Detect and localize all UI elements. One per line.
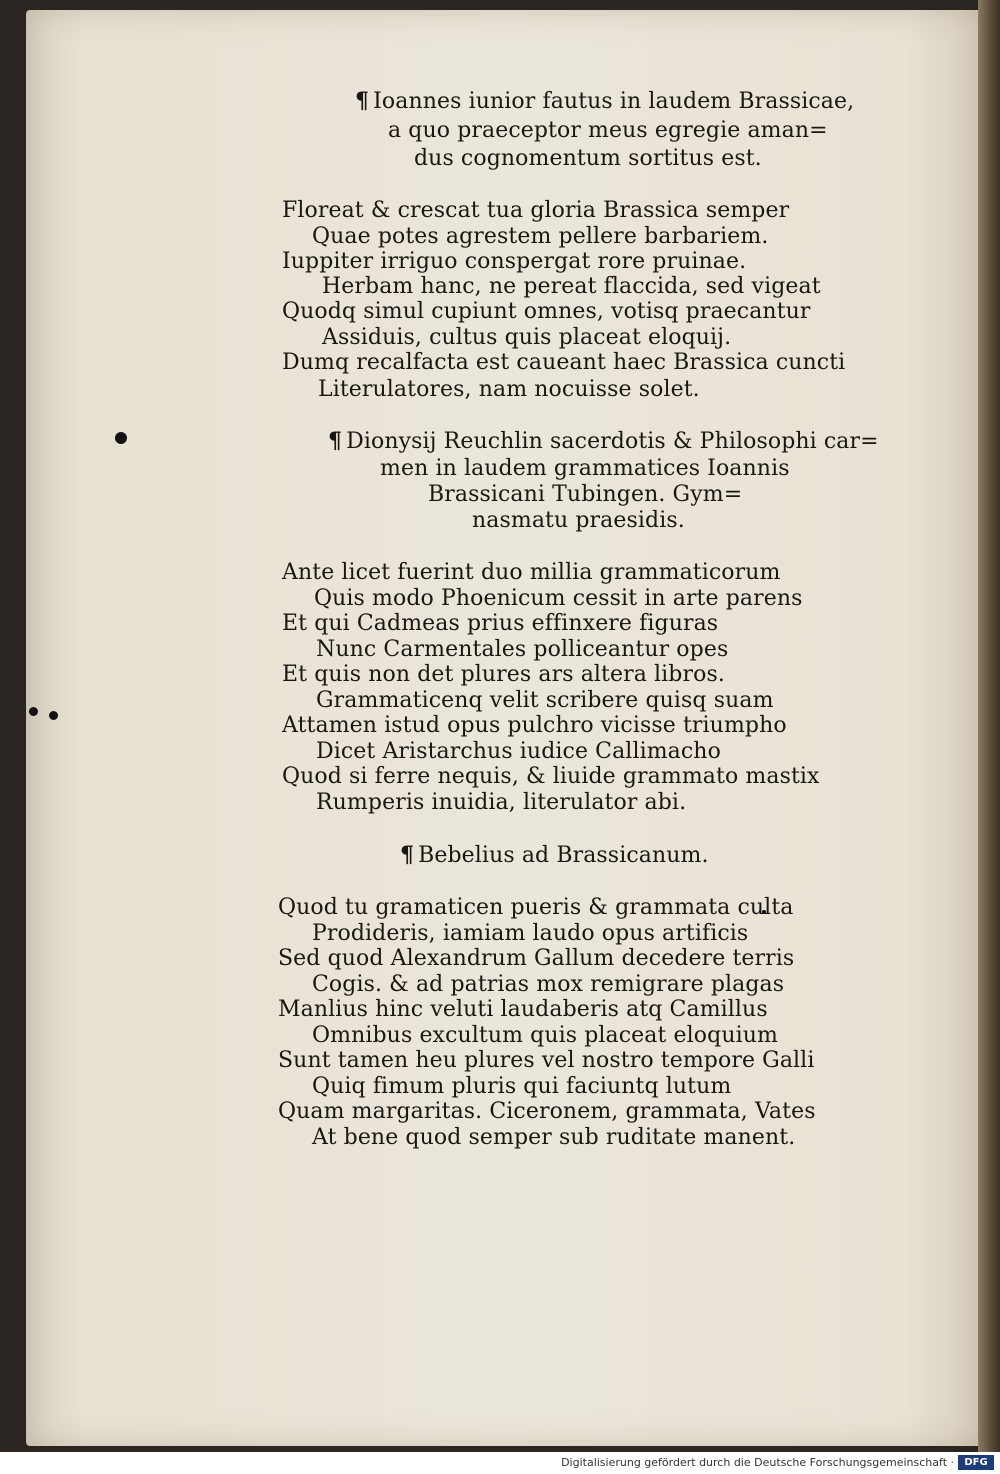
section2-heading-line: nasmatu praesidis. [472, 508, 685, 533]
verse-line: Sed quod Alexandrum Gallum decedere terris [278, 946, 795, 971]
verse-line: Dicet Aristarchus iudice Callimacho [316, 739, 721, 764]
verse-line: Et qui Cadmeas prius effinxere figuras [282, 611, 719, 636]
pilcrow-glyph: ¶ [400, 842, 415, 868]
verse-line: Nunc Carmentales polliceantur opes [316, 637, 729, 662]
pilcrow-glyph: ¶ [355, 88, 370, 114]
verse-line: Quod tu gramaticen pueris & grammata culta [278, 895, 794, 920]
verse-line: Literulatores, nam nocuisse solet. [318, 377, 700, 402]
section2-heading-line: men in laudem grammatices Ioannis [380, 456, 790, 481]
section1-heading-line: a quo praeceptor meus egregie aman= [388, 118, 828, 143]
verse-line: Quodq simul cupiunt omnes, votisq praecantur [282, 299, 811, 324]
footer-credit: Digitalisierung gefördert durch die Deutsche Forschungsgemeinschaft · [561, 1456, 954, 1469]
verse-line: Floreat & crescat tua gloria Brassica semper [282, 198, 790, 223]
dfg-logo: DFG [958, 1455, 994, 1470]
verse-line: Quiq fimum pluris qui faciuntq lutum [312, 1074, 732, 1099]
verse-line: Cogis. & ad patrias mox remigrare plagas [312, 972, 785, 997]
verse-line: Dumq recalfacta est caueant haec Brassica cuncti [282, 350, 846, 375]
section2-heading-line: ¶ Dionysij Reuchlin sacerdotis & Philosophi car= [328, 428, 879, 454]
verse-line: Quam margaritas. Ciceronem, grammata, Vates [278, 1099, 816, 1124]
section2-heading-line: Brassicani Tubingen. Gym= [428, 482, 743, 507]
section3-heading-line: ¶ Bebelius ad Brassicanum. [400, 842, 709, 868]
verse-line: Ante licet fuerint duo millia grammaticorum [282, 560, 781, 585]
verse-line: Grammaticenq velit scribere quisq suam [316, 688, 774, 713]
verse-line: Iuppiter irriguo conspergat rore pruinae. [282, 249, 747, 274]
verse-line: Quod si ferre nequis, & liuide grammato mastix [282, 764, 820, 789]
verse-line: Sunt tamen heu plures vel nostro tempore Galli [278, 1048, 815, 1073]
footer-bar [0, 1452, 1000, 1474]
verse-line: At bene quod semper sub ruditate manent. [312, 1125, 796, 1150]
verse-line: Quis modo Phoenicum cessit in arte parens [314, 586, 803, 611]
verse-line: Omnibus excultum quis placeat eloquium [312, 1023, 778, 1048]
verse-line: Rumperis inuidia, literulator abi. [316, 790, 687, 815]
verse-line: Quae potes agrestem pellere barbariem. [312, 224, 769, 249]
section1-heading-line: dus cognomentum sortitus est. [414, 146, 762, 171]
pilcrow-glyph: ¶ [328, 428, 343, 454]
verse-line: Herbam hanc, ne pereat flaccida, sed vigeat [322, 274, 821, 299]
verse-line: Assiduis, cultus quis placeat eloquij. [322, 325, 732, 350]
verse-line: Manlius hinc veluti laudaberis atq Camillus [278, 997, 768, 1022]
section1-heading-line: ¶ Ioannes iunior fautus in laudem Brassicae, [355, 88, 855, 114]
verse-line: Prodideris, iamiam laudo opus artificis [312, 921, 749, 946]
verse-line: Attamen istud opus pulchro vicisse triumpho [282, 713, 787, 738]
verse-line: Et quis non det plures ars altera libros. [282, 662, 725, 687]
